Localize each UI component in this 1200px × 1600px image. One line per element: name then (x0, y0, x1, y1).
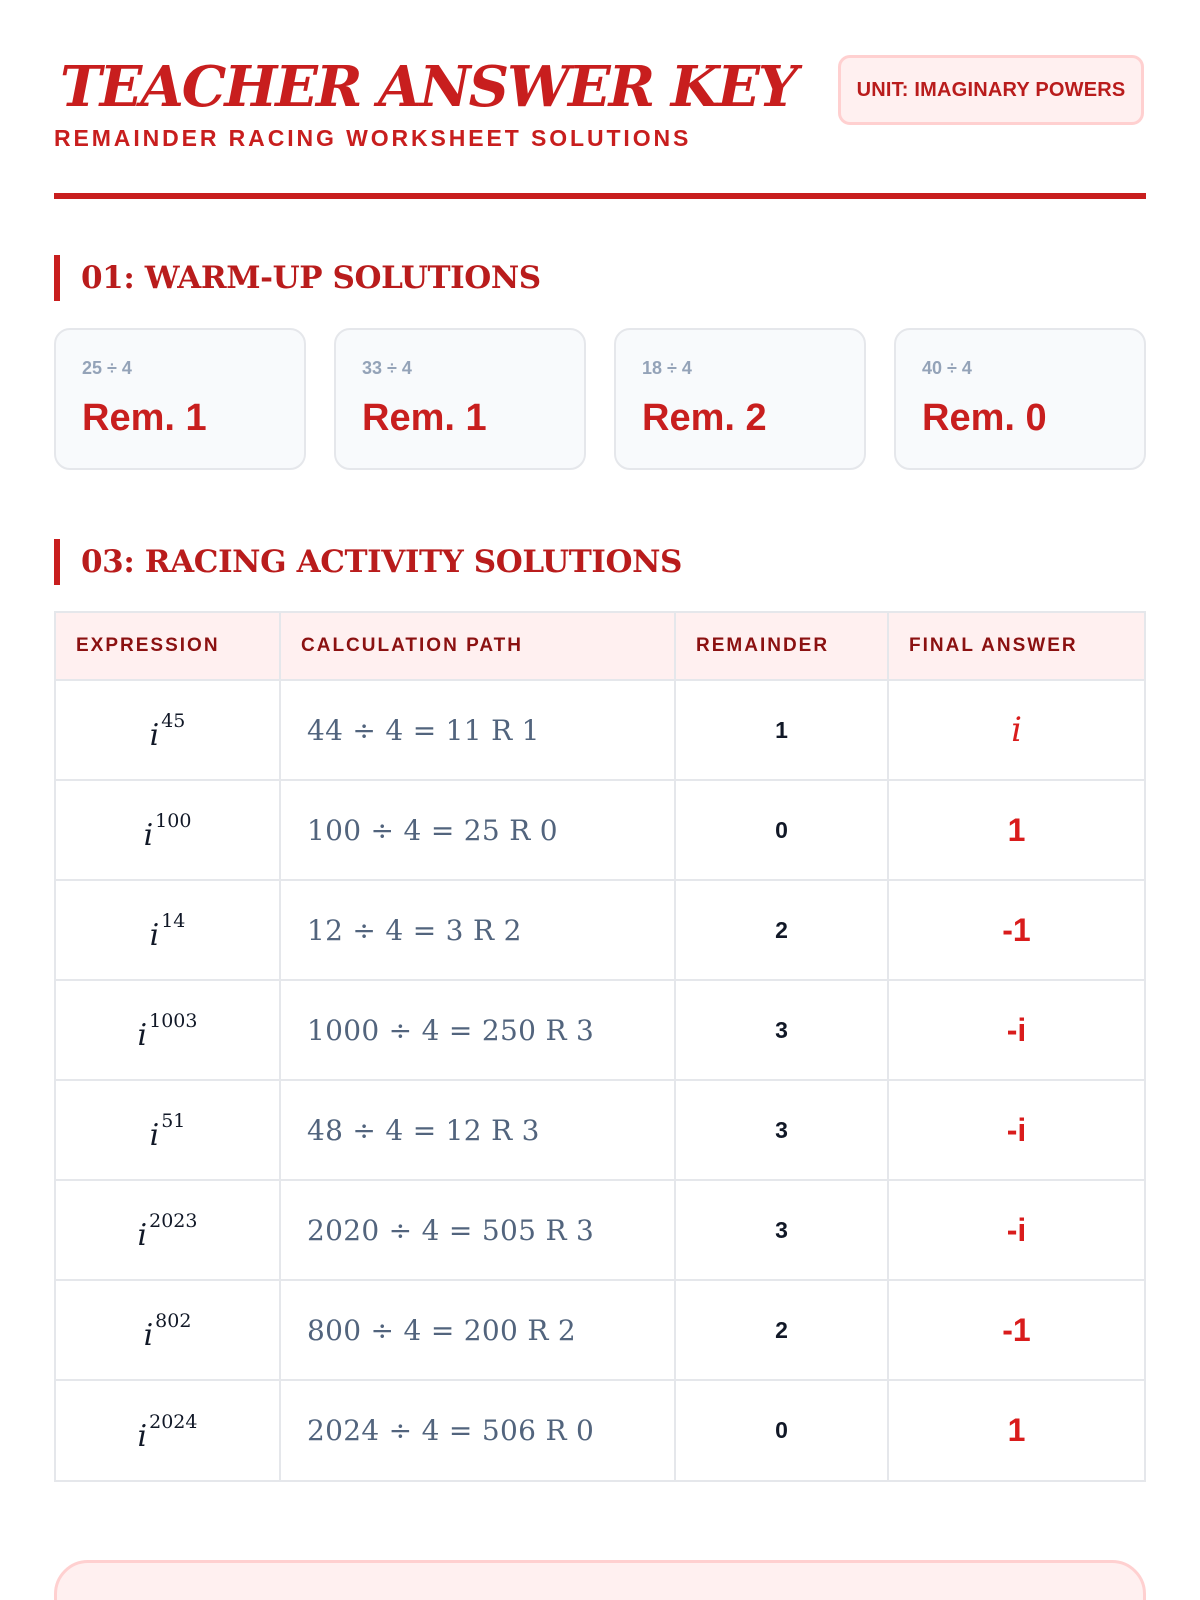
calculation-path-column-header: CALCULATION PATH (280, 613, 675, 680)
page-title: TEACHER ANSWER KEY (60, 54, 797, 120)
warmup-answer: Rem. 2 (642, 397, 767, 439)
calculation-path-cell: 1000 ÷ 4 = 250 R 3 (280, 980, 675, 1080)
final-answer-cell: -i (888, 1180, 1144, 1280)
warmup-answer: Rem. 0 (922, 397, 1047, 439)
final-answer-column-header: FINAL ANSWER (888, 613, 1144, 680)
remainder-cell: 0 (675, 1380, 888, 1480)
page-subtitle: REMAINDER RACING WORKSHEET SOLUTIONS (54, 125, 692, 151)
warmup-card (614, 328, 866, 470)
calculation-path-cell: 48 ÷ 4 = 12 R 3 (280, 1080, 675, 1180)
remainder-column-header: REMAINDER (675, 613, 888, 680)
calculation-path-cell: 100 ÷ 4 = 25 R 0 (280, 780, 675, 880)
warmup-expression: 33 ÷ 4 (362, 358, 412, 378)
table-row (56, 880, 1144, 980)
table-row (56, 680, 1144, 780)
remainder-cell: 3 (675, 980, 888, 1080)
table-row (56, 1380, 1144, 1480)
expression-base: i (137, 1018, 148, 1053)
expression-power: 45 (161, 710, 186, 732)
solutions-table (56, 613, 1144, 1480)
racing-heading (54, 538, 682, 586)
expression-cell (56, 680, 280, 780)
final-answer-cell: 1 (1007, 1412, 1026, 1448)
expression-power: 2024 (149, 1410, 198, 1433)
expression-cell (56, 980, 280, 1080)
warmup-answer: Rem. 1 (362, 397, 487, 439)
expression-power: 51 (161, 1110, 186, 1132)
header-divider (54, 193, 1146, 199)
expression-power: 100 (155, 810, 192, 832)
section-title: 03: RACING ACTIVITY SOLUTIONS (81, 544, 683, 580)
warmup-expression: 18 ÷ 4 (642, 358, 692, 378)
warmup-card (54, 328, 306, 470)
table-row (56, 780, 1144, 880)
table-row (56, 1280, 1144, 1380)
warmup-answer: Rem. 1 (82, 397, 207, 439)
expression-base: i (143, 1318, 154, 1353)
expression-cell (56, 1380, 280, 1480)
final-answer-cell: -1 (888, 1280, 1144, 1380)
expression-power: 802 (155, 1310, 192, 1332)
calculation-path-cell: 800 ÷ 4 = 200 R 2 (280, 1280, 675, 1380)
calculation-path-cell: 2020 ÷ 4 = 505 R 3 (280, 1180, 675, 1280)
remainder-cell: 2 (675, 880, 888, 980)
table-header-row (56, 613, 1144, 680)
expression-base: i (143, 818, 154, 853)
warmup-solution-cards (54, 328, 1146, 470)
unit-badge: UNIT: IMAGINARY POWERS (838, 55, 1144, 125)
section-marker (54, 539, 60, 585)
section-title: 01: WARM-UP SOLUTIONS (81, 260, 541, 296)
final-answer-cell: -i (888, 980, 1144, 1080)
table-row (56, 1080, 1144, 1180)
warmup-heading (54, 254, 541, 302)
final-answer-cell: 1 (888, 780, 1144, 880)
section-marker (54, 255, 60, 301)
expression-base: i (149, 1118, 160, 1153)
calculation-path-cell: 2024 ÷ 4 = 506 R 0 (280, 1380, 675, 1480)
warmup-card (894, 328, 1146, 470)
warmup-card (334, 328, 586, 470)
expression-cell (56, 780, 280, 880)
final-answer-cell: -i (888, 1080, 1144, 1180)
expression-cell (56, 1080, 280, 1180)
table-row (56, 1180, 1144, 1280)
remainder-cell: 2 (675, 1280, 888, 1380)
expression-base: i (149, 918, 160, 953)
final-answer-cell: -1 (888, 880, 1144, 980)
calculation-path-cell: 12 ÷ 4 = 3 R 2 (280, 880, 675, 980)
expression-column-header: EXPRESSION (56, 613, 280, 680)
final-answer-cell: i (888, 680, 1144, 780)
expression-power: 1003 (149, 1010, 198, 1032)
remainder-cell: 0 (675, 780, 888, 880)
expression-cell (56, 1280, 280, 1380)
partial-bottom-callout (54, 1560, 1146, 1600)
expression-base: i (137, 1418, 148, 1454)
expression-cell (56, 880, 280, 980)
racing-solutions-table (54, 611, 1146, 1482)
expression-cell (56, 1180, 280, 1280)
warmup-expression: 40 ÷ 4 (922, 358, 972, 378)
warmup-expression: 25 ÷ 4 (82, 358, 132, 378)
remainder-cell: 1 (675, 680, 888, 780)
remainder-cell: 3 (675, 1180, 888, 1280)
expression-base: i (149, 718, 160, 753)
table-row (56, 980, 1144, 1080)
expression-base: i (137, 1218, 148, 1253)
worksheet-header (54, 0, 1146, 196)
expression-power: 14 (161, 910, 186, 932)
remainder-cell: 3 (675, 1080, 888, 1180)
expression-power: 2023 (149, 1210, 198, 1232)
calculation-path-cell: 44 ÷ 4 = 11 R 1 (280, 680, 675, 780)
